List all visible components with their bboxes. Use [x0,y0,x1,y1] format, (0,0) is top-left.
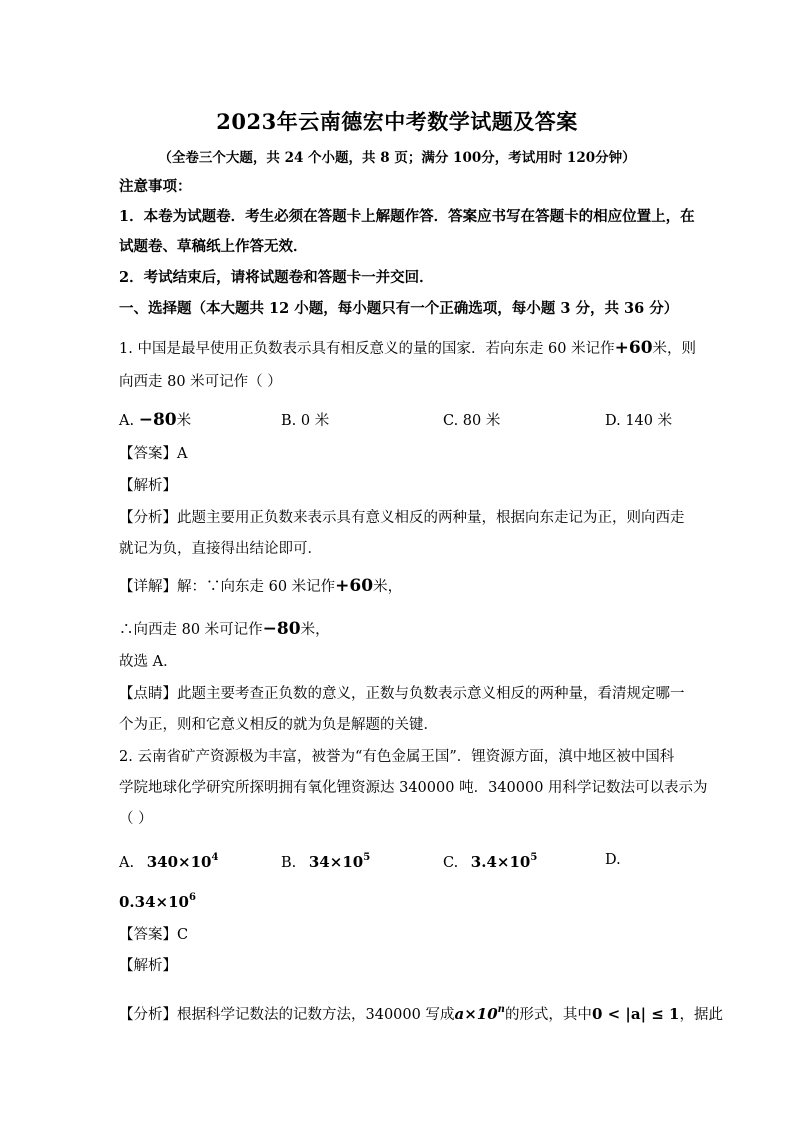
q2-option-a: A. $340\times 10^4$ [119,852,219,871]
q1-answer: 【答案】A [119,446,188,462]
q1-option-d: D. 140 米 [605,413,673,429]
q1-analysis-heading: 【解析】 [119,478,177,494]
q1-fenxi-line-2: 就记为负，直接得出结论即可． [119,541,322,557]
q1-dianjing-line-1: 【点睛】此题主要考查正负数的意义，正数与负数表示意义相反的两种量，看清规定哪一 [119,686,685,702]
q2-stem-line-2: 学院地球化学研究所探明拥有氧化锂资源达 340000 吨．340000 用科学记数法可以表示为 [119,780,708,796]
q1-detail-line-1: 【详解】解：∵向东走 60 米记作+60米， [119,576,403,596]
q1-fenxi-line-1: 【分析】此题主要用正负数来表示具有意义相反的两种量，根据向东走记为正，则向西走 [119,510,685,526]
q2-analysis-heading: 【解析】 [119,958,177,974]
q1-conclusion: 故选 A． [119,654,178,670]
notes-item-1b: 试题卷、草稿纸上作答无效． [119,238,308,255]
notes-item-1a: 1．本卷为试题卷．考生必须在答题卡上解题作答．答案应书写在答题卡的相应位置上，在 [119,208,695,225]
q2-option-c: C. $3.4\times 10^5$ [443,852,538,871]
q1-option-b: B. 0 米 [281,413,330,429]
q2-stem-line-3: （ ） [119,811,153,827]
notes-heading: 注意事项： [119,178,192,195]
q2-option-d: $0.34\times 10^6$ [119,892,196,911]
document-title: 2023年云南德宏中考数学试题及答案 [216,109,578,134]
q1-stem-line-1: 1. 中国是最早使用正负数表示具有相反意义的量的国家．若向东走 60 米记作+60米，则 [119,338,697,358]
section-1-heading: 一、选择题（本大题共 12 小题，每小题只有一个正确选项，每小题 3 分，共 36 分） [119,300,679,317]
q2-fenxi-line-1: 【分析】根据科学记数法的记数方法，340000 写成$a\times 10^n$的形式，其中0 < |a| ≤ 1，据此 [119,1004,723,1023]
q1-dianjing-line-2: 个为正，则和它意义相反的就为负是解题的关键． [119,717,438,733]
q1-option-c: C. 80 米 [443,413,501,429]
q2-option-d-label: D. [605,852,621,868]
q2-answer: 【答案】C [119,927,189,943]
notes-item-2: 2．考试结束后，请将试题卷和答题卡一并交回． [119,269,434,286]
math-plus-60: +60 [614,338,653,358]
q1-option-a: A. −80米 [119,410,192,430]
document-subtitle: （全卷三个大题，共 24 个小题，共 8 页；满分 100分，考试用时 120分钟） [158,150,636,166]
q1-detail-line-2: ∴向西走 80 米可记作−80米， [119,619,330,639]
q2-option-b: B. $34\times 10^5$ [281,852,371,871]
q1-stem-line-2: 向西走 80 米可记作（ ） [119,374,282,390]
q2-stem-line-1: 2. 云南省矿产资源极为丰富，被誉为“有色金属王国”．锂资源方面，滇中地区被中国科 [119,749,675,765]
